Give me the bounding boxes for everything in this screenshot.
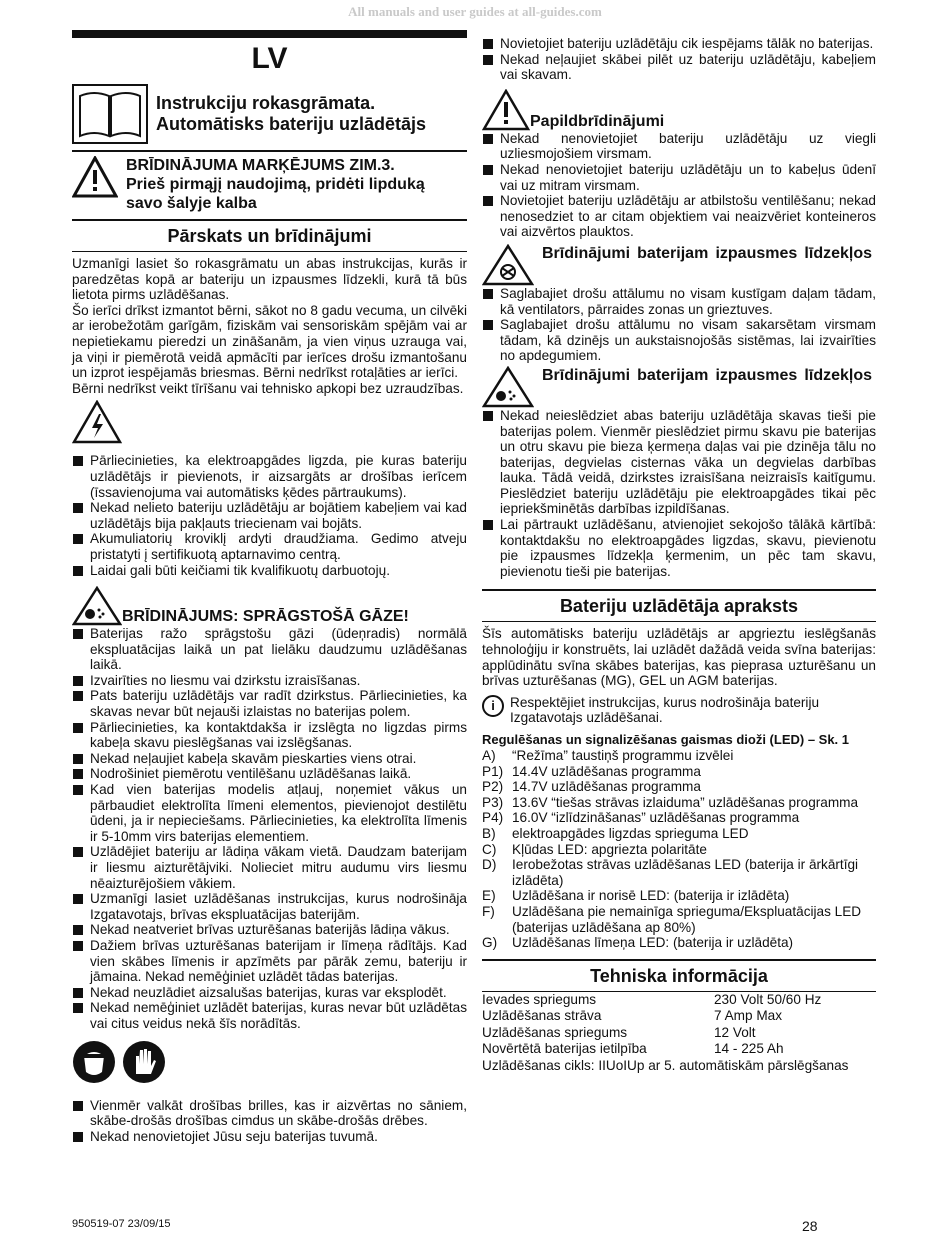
led-row: C) Kļūdas LED: apgriezta polaritāte: [482, 841, 707, 857]
info-note-text: Respektējiet instrukcijas, kurus nodrošināja bateriju Izgatavotajs uzlādēšanai.: [510, 694, 820, 726]
vehicle-warning-b-title: Brīdinājumi baterijam izpausmes līdzekļos: [542, 366, 872, 384]
led-row: F) Uzlādēšana pie nemainīga sprieguma/Ekspluatācijas LED (baterijas uzlādēšana ap 80%): [482, 903, 862, 935]
led-row: P4) 16.0V “izlīdzināšanas” uzlādēšanas programma: [482, 810, 800, 826]
info-note: [482, 695, 876, 726]
list-item: Nekad neuzlādiet aizsalušas baterijas, kuras var eksplodēt.: [72, 985, 467, 1001]
right-column: [482, 36, 876, 1074]
list-item: Nekad nenovietojiet Jūsu seju baterijas tuvumā.: [72, 1129, 467, 1145]
list-item: Nekad nemēģiniet uzlādēt baterijas, kuras nevar būt uzlādētas vai citus veidus nekā šīs norādītās.: [72, 1000, 467, 1031]
list-item: Novietojiet bateriju uzlādētāju ar atbilstošu ventilēšanu; nekad nenosedziet to ar citam objektiem vai neaizvēriet konteineros vai aizvērtos plauktos.: [482, 193, 876, 240]
explosion-warning-icon: [482, 366, 534, 408]
electric-hazard-icon: [72, 400, 122, 444]
led-heading: Regulēšanas un signalizēšanas gaismas dioži (LED) – Sk. 1: [482, 732, 850, 747]
face-shield-icon: [72, 1040, 116, 1084]
left-column: [72, 30, 467, 1144]
list-item: Novietojiet bateriju uzlādētāju cik iespējams tālāk no baterijas.: [482, 36, 876, 52]
explosion-warning-icon: [72, 586, 122, 626]
divider: [72, 219, 467, 221]
gas-list: [72, 626, 467, 1031]
ppe-icons: [72, 1040, 467, 1084]
vehicle-warning-a-heading: [482, 244, 876, 286]
warning-mark-line2: Prieš pirmąjį naudojimą, pridėti lipduką: [126, 176, 425, 193]
vehicle-list-a: [482, 286, 876, 364]
manual-subtitle: Automātisks bateriju uzlādētājs: [156, 114, 427, 134]
list-item: Pārliecinieties, ka kontaktdakša ir izslēgta no ligzdas pirms kabeļa skavu pieslēgšanas vai izslēgšanas.: [72, 720, 467, 751]
divider: [482, 959, 876, 961]
list-item: Pats bateriju uzlādētājs var radīt dzirkstus. Pārliecinieties, ka skavas nevar būt nejauši izlaistas no baterijas polem.: [72, 688, 467, 719]
list-item: Laidai gali būti keičiami tik kvalifikuotų darbuotojų.: [72, 563, 467, 579]
led-row: B) elektroapgādes ligzdas sprieguma LED: [482, 825, 749, 841]
exclamation-warning-icon: [482, 89, 530, 131]
list-item: Dažiem brīvas uzturēšanas baterijam ir līmeņa rādītājs. Kad vien skābes līmenis ir apzīmēts par pārāk zemu, bateriju ir jāmaina. Nekad nemēģiniet uzlādēt tādas baterijas.: [72, 938, 467, 985]
tech-table: [482, 992, 876, 1075]
list-item: Nodrošiniet piemērotu ventilēšanu uzlādēšanas laikā.: [72, 766, 467, 782]
list-item: Saglabajiet drošu attālumu no visam kustīgam daļam tādam, kā ventilators, pārraides zonas un grieztuves.: [482, 286, 876, 317]
list-item: Izvairīties no liesmu vai dzirkstu izraisīšanas.: [72, 673, 467, 689]
right-top-list: [482, 36, 876, 83]
warning-mark-title: BRĪDINĀJUMA MARĶĒJUMS ZIM.3.: [126, 157, 395, 174]
tech-row: Ievades spriegums 230 Volt 50/60 Hz: [482, 991, 822, 1007]
manual-header: [72, 84, 467, 144]
list-item: Baterijas ražo sprāgstošu gāzi (ūdeņradis) normālā ekspluatācijas laikā un pat lielāku daudzumu uzlādēšanas laikā.: [72, 626, 467, 673]
list-item: Nekad neieslēdziet abas bateriju uzlādētāja skavas tieši pie baterijas polem. Vienmēr pieslēdziet pirmu skavu pie baterijas un otru skavu pie bieza ķermeņa daļas vai pie dzinēja tālu no baterijas, degvielas cisternas vāka un degvielas darbības lauka. Tādā veidā, dzirkstes izraisīšana neizraisīs kaitīgumu. Pieslēdziet bateriju uzlādētāju pie elektroapgādes tikai pēc iepriekšminētās darbības izpildīšanas.: [482, 408, 876, 517]
list-item: Pārliecinieties, ka elektroapgādes ligzda, pie kuras bateriju uzlādētājs ir pievienots, ir aizsargāts ar drošības ierīcem (īssavienojuma vai automātisks ķēdes pārtraukums).: [72, 453, 467, 500]
list-item: Nekad neļaujiet kabeļa skavām pieskarties viens otrai.: [72, 751, 467, 767]
led-row: D) Ierobežotas strāvas uzlādēšanas LED (baterija ir ārkārtīgi izlādēta): [482, 857, 859, 888]
divider: [482, 589, 876, 591]
language-code: LV: [251, 42, 288, 75]
overview-heading: Pārskats un brīdinājumi: [167, 226, 372, 246]
page-number: 28: [802, 1218, 818, 1234]
top-rule: [72, 30, 467, 38]
list-item: Vienmēr valkāt drošības brilles, kas ir aizvērtas no sāniem, skābe-drošās drošības cimdus un skābe-drošās drēbes.: [72, 1098, 467, 1129]
description-heading: Bateriju uzlādētāja apraksts: [559, 596, 799, 617]
tech-heading: Tehniska informācija: [590, 965, 768, 986]
overview-paragraph-3: Bērni nedrīkst veikt tīrīšanu vai tehnisko apkopi bez uzraudzības.: [72, 380, 464, 396]
warning-mark-block: [72, 156, 467, 213]
gas-warning-heading: [72, 586, 467, 626]
gloves-icon: [122, 1040, 166, 1084]
list-item: Nekad neatveriet brīvas uzturēšanas baterijās lādiņa vākus.: [72, 922, 467, 938]
led-row: P3) 13.6V “tiešas strāvas izlaiduma” uzlādēšanas programma: [482, 794, 859, 810]
led-row: E) Uzlādēšana ir norisē LED: (baterija ir izlādēta): [482, 888, 790, 904]
led-list: [482, 748, 876, 951]
divider: [72, 150, 467, 152]
watermark: All manuals and user guides at all-guides.com: [348, 4, 602, 19]
tech-cycle: Uzlādēšanas cikls: IIUoIUp ar 5. automātiskām pārslēgšanas: [482, 1057, 849, 1073]
list-item: Saglabajiet drošu attālumu no visam sakarsētam virsmam tādam, kā dzinējs un aukstaisnojošās sistēmas, lai izvairīties no apdegumiem.: [482, 317, 876, 364]
list-item: Nekad nenovietojiet bateriju uzlādētāju un to kabeļus ūdenī vai uz mitram virsmam.: [482, 162, 876, 193]
vehicle-list-b: [482, 408, 876, 580]
footer-code: 950519-07 23/09/15: [72, 1218, 171, 1230]
led-row: A) “Režīma” taustiņš programmu izvēlei: [482, 748, 734, 763]
list-item: Nekad neļaujiet skābei pilēt uz bateriju uzlādētāju, kabeļiem vai skavam.: [482, 52, 876, 83]
extra-list: [482, 131, 876, 240]
vehicle-warning-b-heading: [482, 366, 876, 408]
list-item: Nekad nenovietojiet bateriju uzlādētāju uz viegli uzliesmojošiem virsmam.: [482, 131, 876, 162]
list-item: Uzlādējiet bateriju ar lādiņa vākam vietā. Daudzam baterijam ir liesmu aizturētājviki. Nolieciet mitru audumu virs liesmu nēaizturējošiem vākiem.: [72, 844, 467, 891]
led-row: P1) 14.4V uzlādēšanas programma: [482, 763, 701, 779]
overview-paragraph-2: Šo ierīci drīkst izmantot bērni, sākot no 8 gadu vecuma, un cilvēki ar ierobežotām garīgām, fiziskām vai sensoriskām spējām vai ar nepietiekamu pieredzi un zināšanām, ja vien viņus uzrauga vai, ja viņi ir piemērotā veidā apmācīti par ierīces drošu izmantošanu un izprot iespējamās briesmas. Bērni nedrīkst rotaļāties ar ierīci.: [72, 302, 467, 381]
extra-warnings-title: Papildbrīdinājumi: [530, 112, 665, 130]
info-icon: i: [482, 695, 504, 717]
list-item: Kad vien baterijas modelis atļauj, noņemiet vākus un pārbaudiet elektrolīta līmeni elementos, pievienojot destilētu ūdeni, ja ir nepieciešams. Pārliecinieties, ka elektrolīta līmenis ir 5-10mm virs baterijas elementiem.: [72, 782, 467, 844]
manual-title: Instrukciju rokasgrāmata.: [156, 93, 376, 113]
gas-warning-title: BRĪDINĀJUMS: SPRĀGSTOŠĀ GĀZE!: [122, 608, 409, 626]
warning-mark-line3: savo šalyje kalba: [126, 195, 257, 212]
list-item: Nekad nelieto bateriju uzlādētāju ar bojātiem kabeļiem vai kad uzlādētājs bija pakļauts triecienam vai bojāts.: [72, 500, 467, 531]
tech-row: Uzlādēšanas spriegums 12 Volt: [482, 1024, 756, 1040]
exclamation-warning-icon: [72, 156, 118, 198]
book-icon: [72, 84, 148, 144]
led-row: P2) 14.7V uzlādēšanas programma: [482, 779, 701, 795]
list-item: Lai pārtraukt uzlādēšanu, atvienojiet sekojošo tālākā kārtībā: kontaktdakšu no elektroapgādes ligzdas, skavu, pievienotu pie izpausmes līdzekļa ķermenim, un pēc tam skavu, pievienotu tieši pie baterijas.: [482, 517, 876, 579]
electric-list: [72, 453, 467, 578]
vehicle-warning-a-title: Brīdinājumi baterijam izpausmes līdzekļos: [542, 244, 872, 262]
list-item: Akumuliatorių kroviklį ardyti draudžiama. Gedimo atveju pristatyti į sertifikuotą aptarnavimo centrą.: [72, 531, 467, 562]
led-row: G) Uzlādēšanas līmeņa LED: (baterija ir uzlādēta): [482, 935, 794, 951]
list-item: Uzmanīgi lasiet uzlādēšanas instrukcijas, kurus nodrošināja Izgatavotajs, brīvas ekspluatācijas baterijām.: [72, 891, 467, 922]
description-text: Šīs automātisks bateriju uzlādētājs ar apgrieztu ieslēgšanās tehnoloģiju ir konstruēts, lai uzlādēt dažādā veida svīna baterijas: applūdinātu svīna skābes baterijas, kas pieprasa uzturēšanu un brīvas uzturēšanas (MG), GEL un AGM baterijas.: [482, 626, 876, 689]
extra-warnings-heading: [482, 89, 876, 131]
tech-row: Uzlādēšanas strāva 7 Amp Max: [482, 1008, 782, 1024]
ppe-list: [72, 1098, 467, 1145]
overview-paragraph-1: Uzmanīgi lasiet šo rokasgrāmatu un abas instrukcijas, kurās ir paredzētas kopā ar bateriju un izpausmes līdzekli, kurā tā būs lietota pirms uzlādēšanas.: [72, 256, 467, 303]
moving-parts-warning-icon: [482, 244, 534, 286]
tech-row: Novērtētā baterijas ietilpība 14 - 225 Ah: [482, 1041, 784, 1057]
